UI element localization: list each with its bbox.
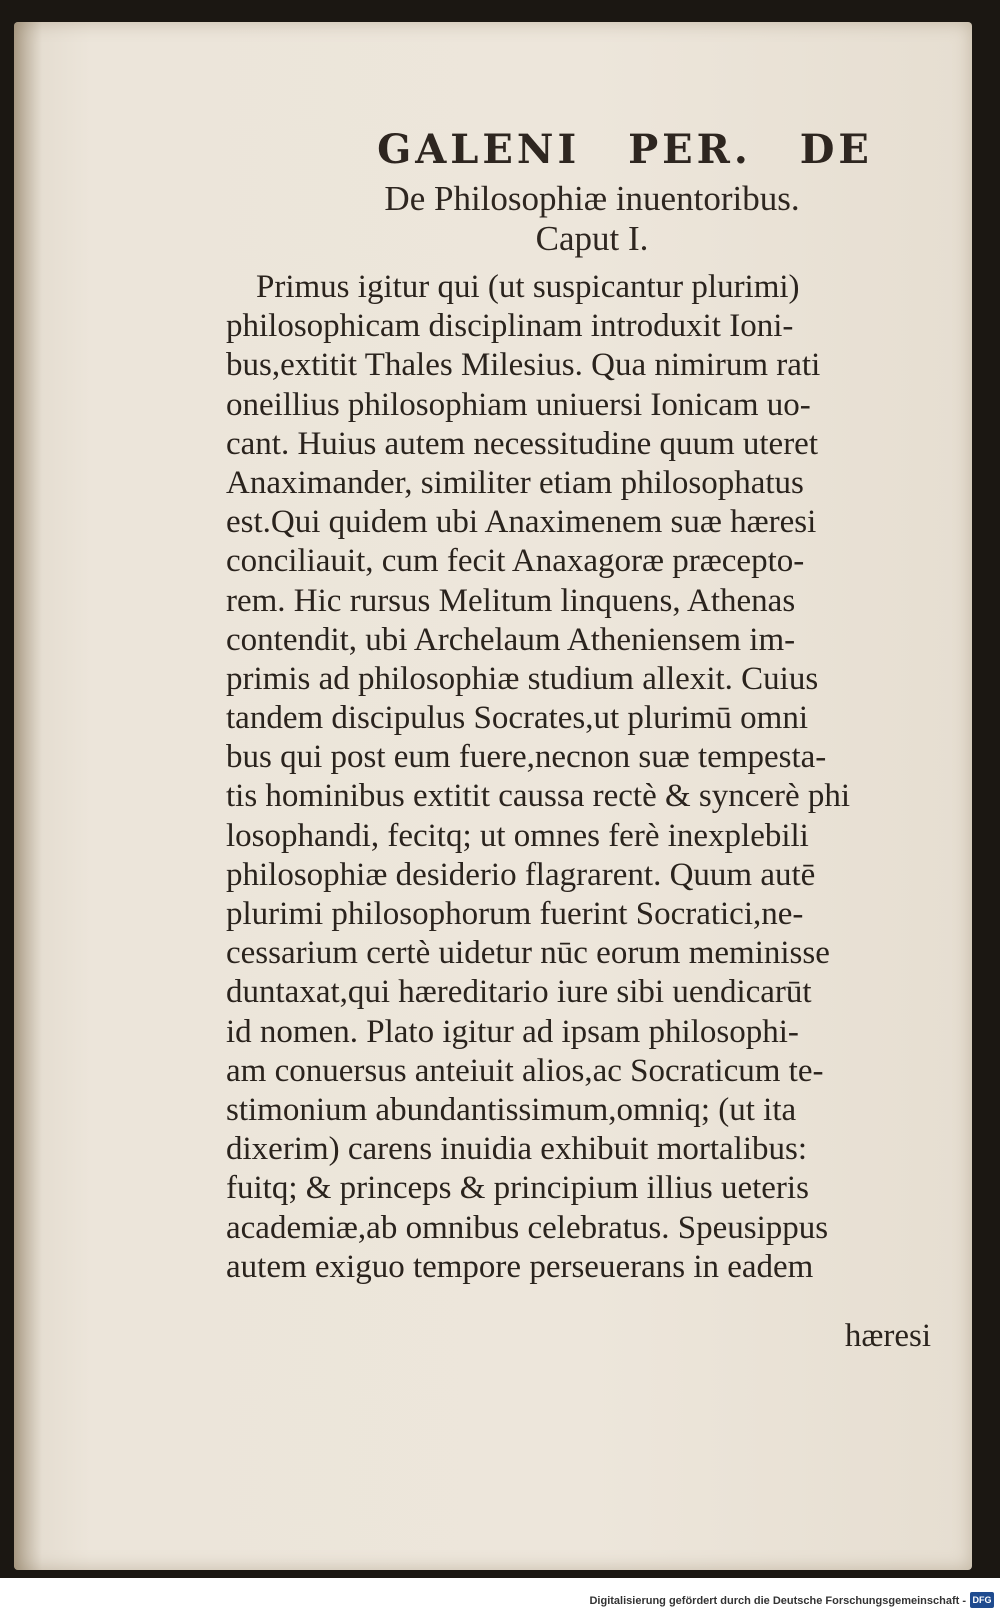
text-line: autem exiguo tempore perseuerans in eadem <box>226 1248 814 1285</box>
text-line: Anaximander, similiter etiam philosophatus <box>226 464 804 501</box>
body-text <box>226 268 926 1287</box>
text-line: philosophicam disciplinam introduxit Ioni- <box>226 308 794 345</box>
text-line: conciliauit, cum fecit Anaxagoræ præcepto- <box>226 543 805 580</box>
running-title: GALENI PER. DE <box>377 126 873 173</box>
text-line: tandem discipulus Socrates,ut plurimū omni <box>226 700 809 737</box>
text-line: duntaxat,qui hæreditario iure sibi uendicarūt <box>226 974 812 1011</box>
text-line: tis hominibus extitit caussa rectè & syncerè phi <box>226 778 851 815</box>
text-line: Primus igitur qui (ut suspicantur plurimi) <box>256 269 800 305</box>
text-line: est.Qui quidem ubi Anaximenem suæ hæresi <box>226 504 817 541</box>
text-line: bus,extitit Thales Milesius. Qua nimirum rati <box>226 347 821 384</box>
chapter-heading: De Philosophiæ inuentoribus. <box>384 179 800 218</box>
text-line: fuitq; & princeps & principium illius ueteris <box>226 1170 809 1207</box>
text-line: philosophiæ desiderio flagrarent. Quum autē <box>226 856 816 893</box>
text-line: oneillius philosophiam uniuersi Ionicam uo- <box>226 386 811 423</box>
page-gutter-shadow <box>14 22 42 1570</box>
text-line: id nomen. Plato igitur ad ipsam philosophi- <box>226 1013 799 1050</box>
text-line: dixerim) carens inuidia exhibuit mortalibus: <box>226 1131 808 1168</box>
text-line: stimonium abundantissimum,omniq; (ut ita <box>226 1091 797 1128</box>
catchword: hæresi <box>844 1318 931 1354</box>
text-line: rem. Hic rursus Melitum linquens, Athenas <box>226 582 796 619</box>
text-line: academiæ,ab omnibus celebratus. Speusippus <box>226 1209 829 1246</box>
text-line: losophandi, fecitq; ut omnes ferè inexplebili <box>226 817 809 854</box>
page-header <box>222 126 932 259</box>
text-line: am conuersus anteiuit alios,ac Socraticum te- <box>226 1052 824 1089</box>
chapter-number: Caput I. <box>535 219 649 258</box>
text-line: bus qui post eum fuere,necnon suæ tempesta- <box>226 739 827 776</box>
text-line: cant. Huius autem necessitudine quum uteret <box>226 425 819 462</box>
text-line: cessarium certè uidetur nūc eorum meminisse <box>226 935 830 972</box>
text-line: primis ad philosophiæ studium allexit. Cuius <box>226 660 819 697</box>
dfg-logo: DFG <box>970 1592 994 1608</box>
text-line: plurimi philosophorum fuerint Socratici,ne- <box>226 896 804 932</box>
text-line: contendit, ubi Archelaum Atheniensem im- <box>226 621 796 658</box>
digitization-credit: Digitalisierung gefördert durch die Deutsche Forschungsgemeinschaft - <box>589 1595 966 1607</box>
